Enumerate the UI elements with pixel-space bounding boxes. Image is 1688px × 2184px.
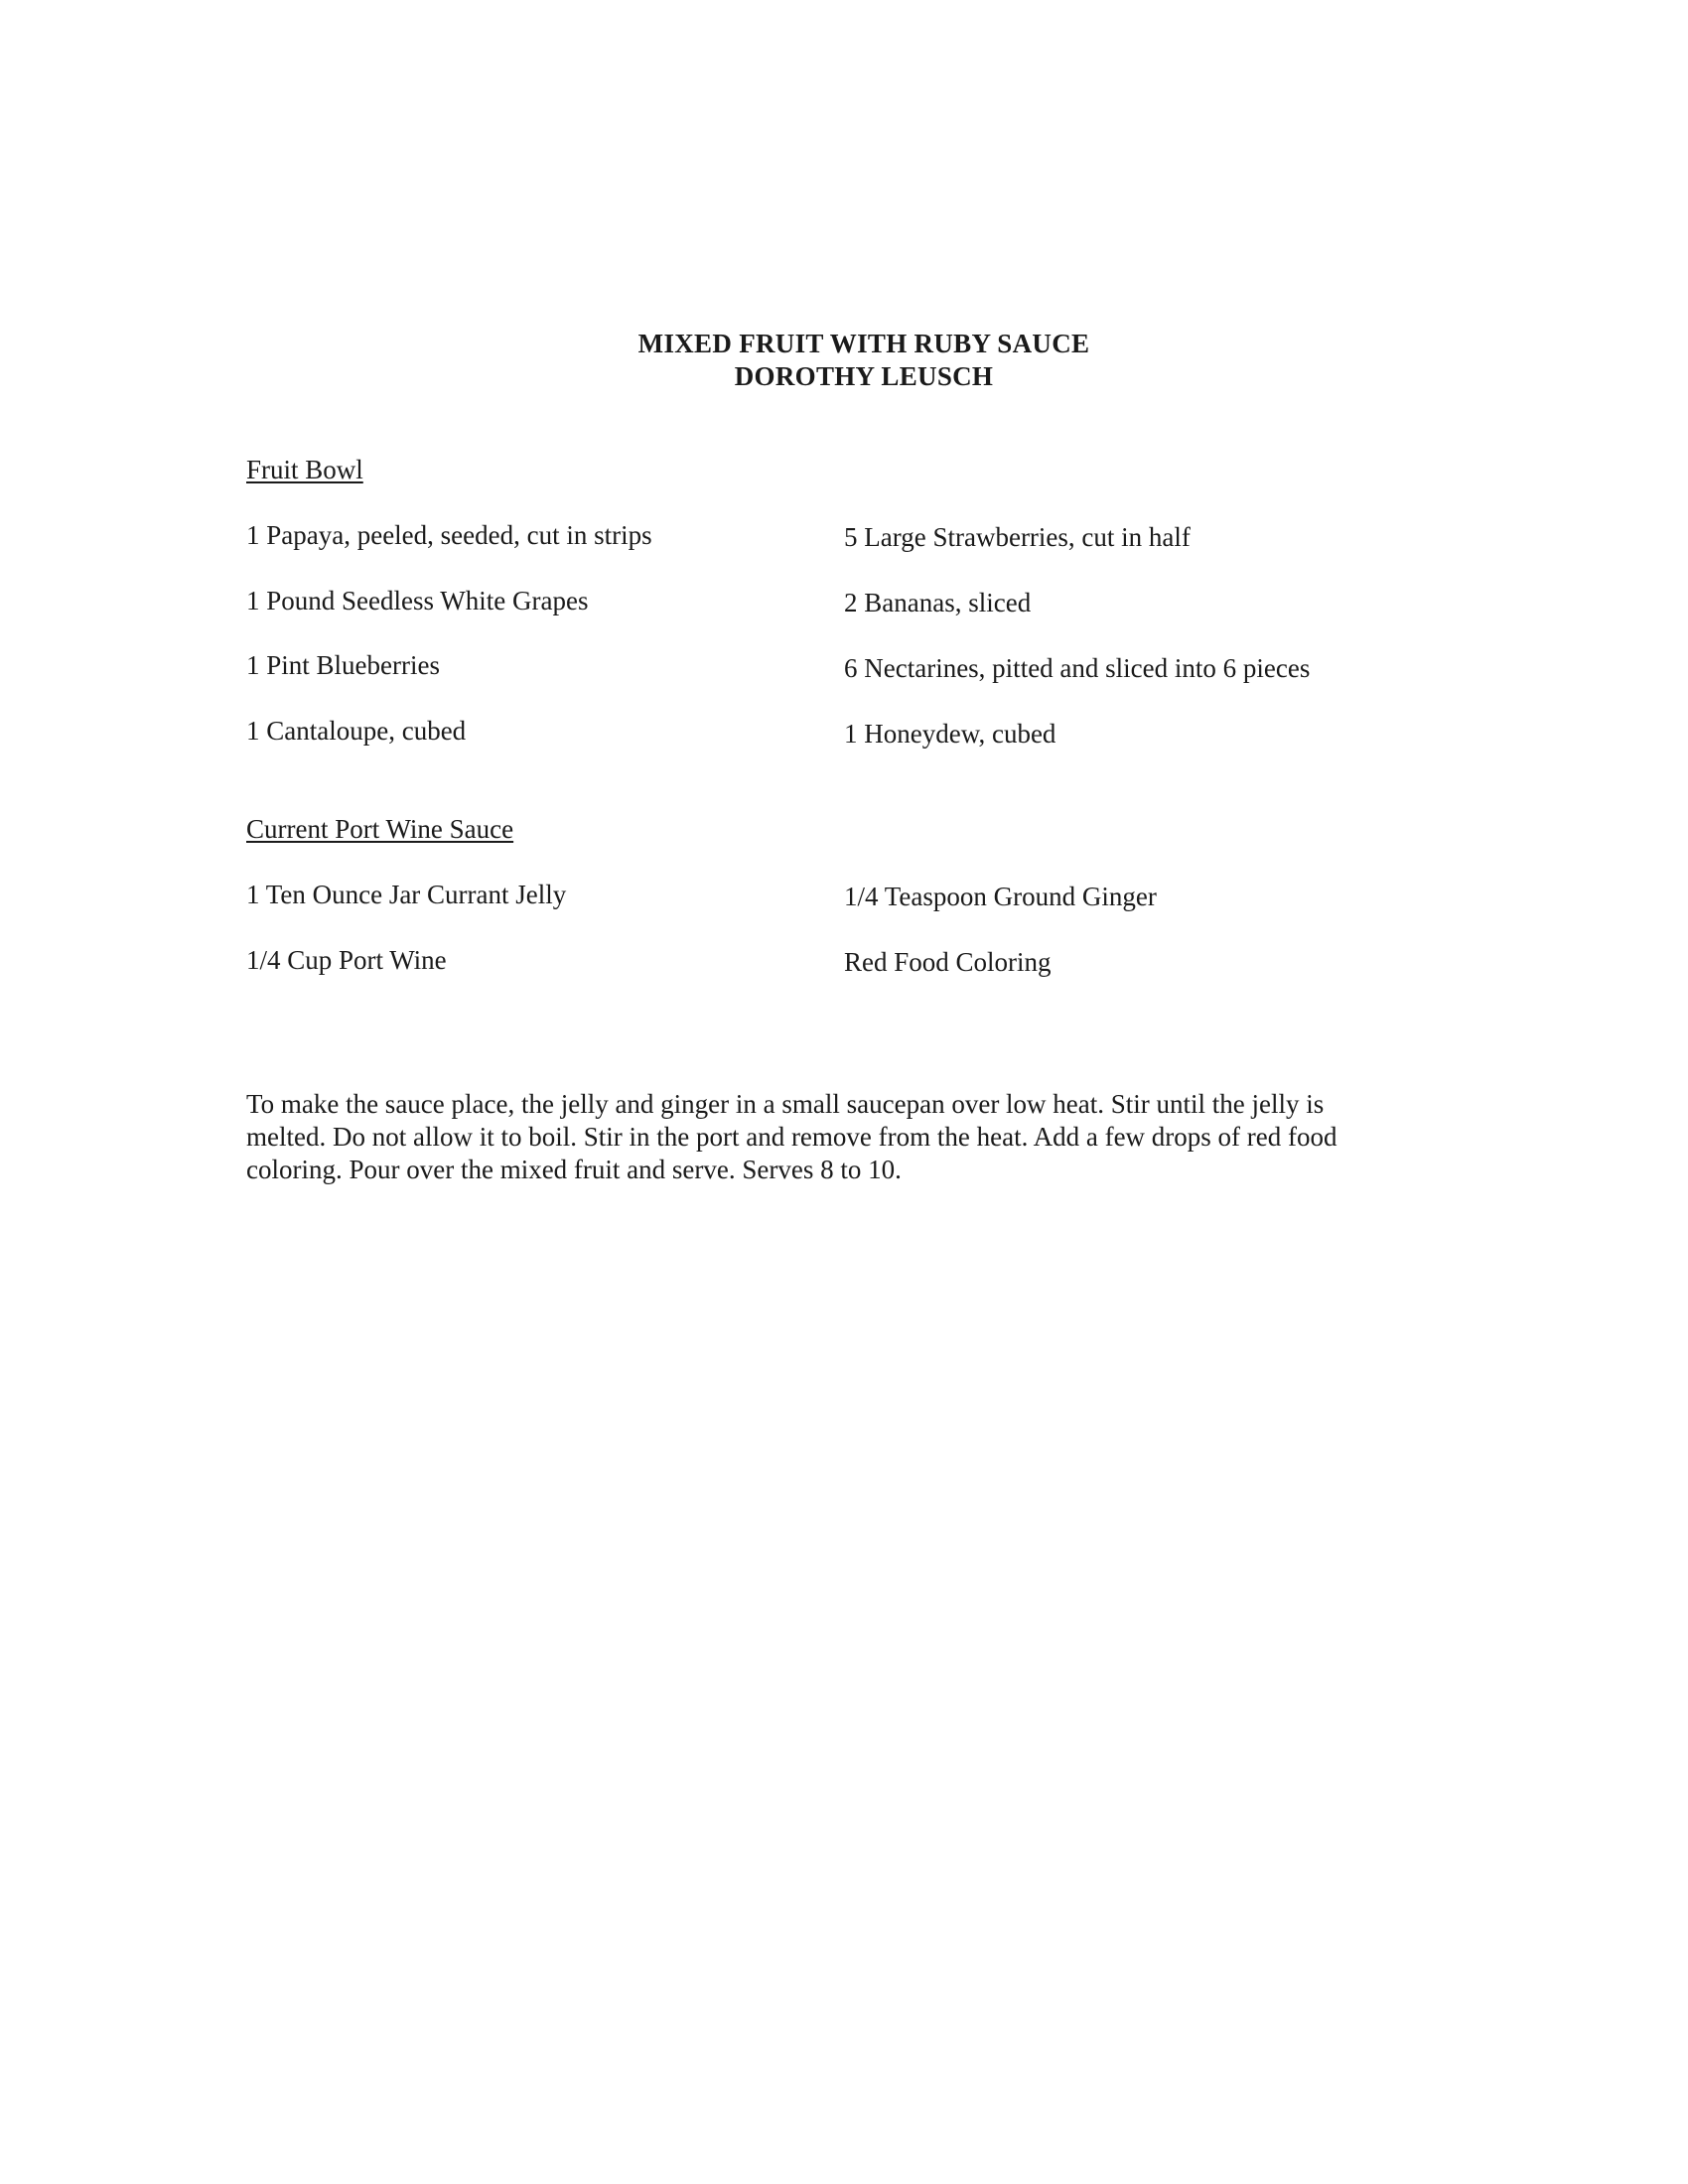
ingredient-item: 1 Cantaloupe, cubed: [246, 716, 467, 746]
ingredient-item: Red Food Coloring: [844, 947, 1052, 977]
instructions-line: To make the sauce place, the jelly and ginger in a small saucepan over low heat. Stir until the jelly is: [246, 1089, 1325, 1119]
recipe-author: DOROTHY LEUSCH: [734, 361, 994, 391]
ingredient-item: 2 Bananas, sliced: [844, 588, 1032, 617]
instructions-line: coloring. Pour over the mixed fruit and serve. Serves 8 to 10.: [246, 1155, 902, 1184]
instructions-paragraph: [246, 1088, 1428, 1186]
ingredient-item: 1/4 Teaspoon Ground Ginger: [844, 882, 1157, 911]
fruit-bowl-heading: Fruit Bowl: [246, 455, 363, 484]
sauce-heading: Current Port Wine Sauce: [246, 814, 514, 844]
ingredient-item: 1 Papaya, peeled, seeded, cut in strips: [246, 520, 652, 550]
ingredient-item: 1 Pint Blueberries: [246, 650, 440, 680]
ingredient-item: 1/4 Cup Port Wine: [246, 945, 447, 975]
instructions-line: melted. Do not allow it to boil. Stir in the port and remove from the heat. Add a few drops of red food: [246, 1122, 1337, 1152]
recipe-title-line: MIXED FRUIT WITH RUBY SAUCE: [637, 329, 1090, 358]
ingredient-item: 5 Large Strawberries, cut in half: [844, 522, 1191, 552]
ingredient-item: 6 Nectarines, pitted and sliced into 6 pieces: [844, 653, 1311, 683]
recipe-title: [0, 328, 1688, 393]
ingredient-item: 1 Honeydew, cubed: [844, 719, 1056, 749]
ingredient-item: 1 Ten Ounce Jar Currant Jelly: [246, 880, 567, 909]
ingredient-item: 1 Pound Seedless White Grapes: [246, 586, 589, 615]
